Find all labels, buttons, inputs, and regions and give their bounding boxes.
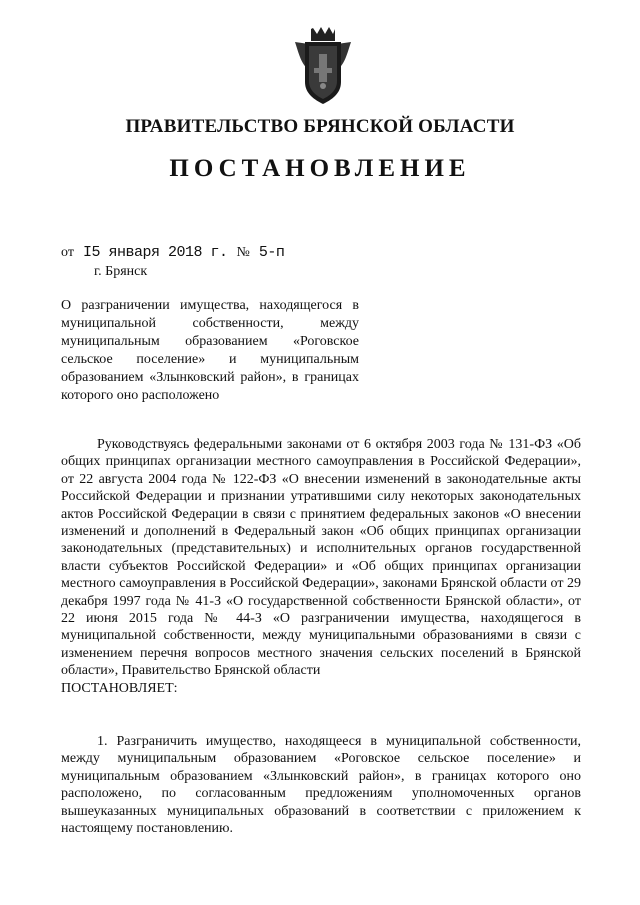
- organization-title: ПРАВИТЕЛЬСТВО БРЯНСКОЙ ОБЛАСТИ: [125, 116, 515, 137]
- document-date: I5 января 2018 г.: [82, 244, 228, 261]
- decree-item-1: 1. Разграничить имущество, находящееся в муниципальной собственности, между муниципальным образованием «Роговское сельское поселение» и муниципальным образованием «Злынковский район», в границах которого оно расположено, по согласованным предложениям уполномоченных органов вышеуказанных муниципальных образований в соответствии с приложением к настоящему постановлению.: [61, 734, 581, 837]
- date-number-line: [61, 244, 284, 261]
- decree-word: ПОСТАНОВЛЯЕТ:: [61, 680, 178, 696]
- preamble-paragraph: Руководствуясь федеральными законами от 6 октября 2003 года № 131-ФЗ «Об общих принципах организации местного самоуправления в Российской Федерации», от 22 августа 2004 года № 122-ФЗ «О внесении изменений в законодательные акты Российской Федерации и признании утратившими силу некоторых законодательных актов Российской Федерации в связи с принятием федеральных законов «О внесении изменений и дополнений в Федеральный закон «Об общих принципах организации законодательных (представительных) и исполнительных органов государственной власти субъектов Российской Федерации» и «Об общих принципах организации местного самоуправления в Российской Федерации», законами Брянской области от 29 декабря 1997 года № 41-З «О государственной собственности Брянской области», от 22 июня 2015 года № 44-З «О разграничении имущества, находящегося в муниципальной собственности, между муниципальными образованиями в связи с изменением перечня вопросов местного значения сельских поселений в Брянской области», Правительство Брянской области: [61, 437, 581, 679]
- decree-items: [61, 733, 581, 837]
- city-label: г. Брянск: [94, 264, 148, 279]
- number-prefix: №: [236, 245, 250, 260]
- document-subject: О разграничении имущества, находящегося в муниципальной собственности, между муниципальным образованием «Роговское сельское поселение» и муниципальным образованием «Злынковский район», в границах которого оно расположено: [61, 298, 359, 403]
- date-prefix: от: [61, 245, 74, 260]
- document-number: 5-п: [258, 244, 285, 261]
- preamble-block: [61, 436, 581, 697]
- coat-of-arms-icon: [291, 24, 355, 106]
- document-type-heading: ПОСТАНОВЛЕНИЕ: [169, 155, 471, 182]
